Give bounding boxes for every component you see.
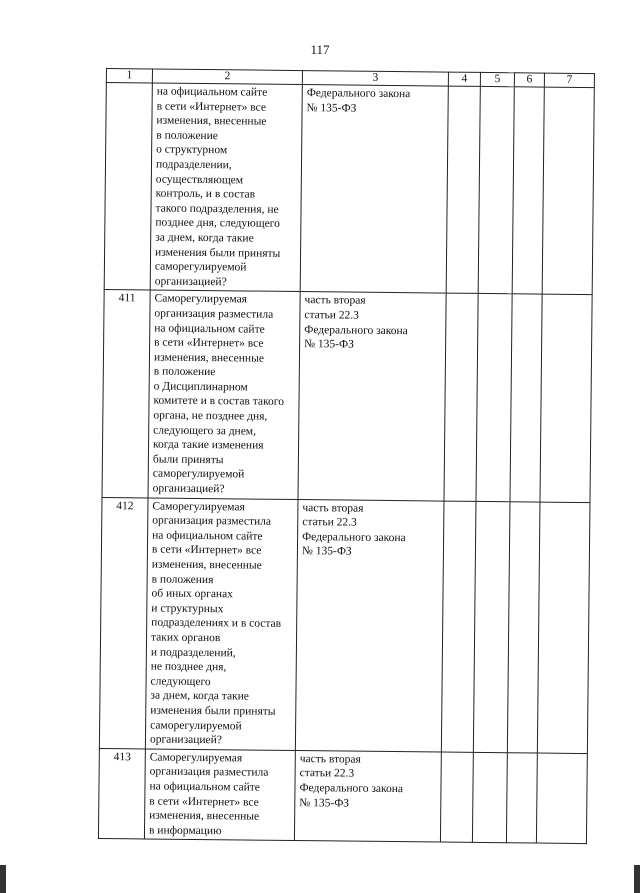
scan-edge-mark — [0, 865, 6, 893]
answer-cell-7[interactable] — [537, 502, 590, 754]
answer-cell-7[interactable] — [542, 87, 594, 295]
answer-cell-5[interactable] — [478, 86, 514, 294]
question-line: Саморегулируемая — [149, 751, 243, 765]
question-line: в сети «Интернет» все — [149, 794, 259, 809]
answer-cell-5[interactable] — [472, 752, 507, 843]
table-row — [102, 290, 592, 502]
question-line: органа, не позднее дня, — [153, 409, 268, 423]
reference-line: Федерального закона — [299, 781, 404, 796]
question-line: и подразделений, — [150, 646, 236, 659]
reference-line: № 135-ФЗ — [304, 338, 354, 351]
column-header-6: 6 — [514, 73, 544, 87]
question-line: изменения, внесенные — [153, 351, 265, 365]
reference-line: статьи 22.3 — [302, 516, 357, 529]
question-line: следующего — [150, 675, 211, 688]
question-line: организация разместила — [152, 514, 272, 528]
answer-cell-6[interactable] — [507, 501, 540, 752]
table-row — [99, 497, 590, 753]
question-cell — [144, 749, 295, 841]
question-line: осуществляющем — [155, 173, 244, 187]
reference-line: № 135-ФЗ — [301, 545, 352, 559]
question-line: такого подразделения, не — [155, 202, 279, 216]
page-number: 117 — [310, 42, 330, 57]
question-line: на официальном сайте — [152, 529, 263, 543]
question-line: и структурных — [151, 602, 224, 616]
question-line: в сети «Интернет» все — [156, 100, 267, 114]
question-line: изменения были приняты — [150, 704, 276, 718]
column-header-2: 2 — [152, 69, 302, 85]
question-line: комитете и в состав такого — [153, 394, 285, 409]
legal-reference-cell — [298, 292, 446, 501]
scan-edge-mark — [634, 865, 640, 893]
table-row — [104, 83, 594, 295]
question-line: в информацию — [148, 824, 222, 837]
row-number-cell: 413 — [98, 748, 145, 839]
column-header-7: 7 — [544, 73, 594, 88]
question-line: за днем, когда такие — [150, 689, 250, 703]
question-cell — [145, 498, 298, 751]
question-line: саморегулируемой — [150, 719, 242, 732]
question-cell — [150, 83, 302, 292]
question-line: за днем, когда такие — [155, 231, 254, 245]
question-line: на официальном сайте — [156, 85, 268, 99]
question-line: Саморегулируемая — [154, 292, 248, 306]
legal-reference-cell — [295, 499, 444, 752]
question-line: в положение — [156, 129, 218, 142]
question-line: организацией? — [154, 275, 227, 288]
question-line: контроль, и в состав — [155, 187, 256, 201]
answer-cell-4[interactable] — [444, 293, 478, 501]
answer-cell-5[interactable] — [473, 501, 510, 752]
reference-line: Федерального закона — [304, 323, 408, 337]
reference-line: часть вторая — [299, 752, 361, 766]
question-line: позднее дня, следующего — [155, 216, 280, 231]
question-line: организация разместила — [149, 765, 269, 780]
question-line: изменения, внесенные — [156, 114, 267, 128]
question-line: о структурном — [156, 143, 228, 157]
question-line: когда такие изменения — [152, 438, 264, 452]
answer-cell-4[interactable] — [440, 752, 473, 843]
question-line: организацией? — [149, 733, 222, 747]
answer-cell-6[interactable] — [512, 87, 544, 295]
question-line: изменения были приняты — [155, 246, 281, 260]
answer-cell-7[interactable] — [536, 753, 587, 844]
question-line: организацией? — [152, 482, 225, 496]
reference-line: Федерального закона — [306, 87, 411, 101]
question-line: в положения — [151, 573, 214, 586]
reference-line: статьи 22.3 — [304, 308, 359, 322]
table-row — [98, 748, 587, 844]
question-cell — [148, 290, 300, 499]
reference-line: часть вторая — [304, 294, 366, 308]
checklist-table — [98, 68, 595, 844]
column-header-3: 3 — [302, 71, 448, 87]
question-line: на официальном сайте — [149, 780, 261, 794]
question-line: на официальном сайте — [154, 322, 265, 336]
question-line: были приняты — [152, 453, 224, 467]
column-header-5: 5 — [480, 72, 514, 86]
question-line: Саморегулируемая — [152, 500, 245, 514]
question-line: в сети «Интернет» все — [151, 543, 262, 558]
question-line: таких органов — [150, 631, 221, 645]
question-line: следующего за днем, — [153, 424, 257, 438]
reference-line: статьи 22.3 — [299, 767, 355, 780]
answer-cell-4[interactable] — [446, 86, 480, 294]
column-header-4: 4 — [448, 72, 480, 86]
column-header-1: 1 — [106, 69, 152, 83]
legal-reference-cell — [294, 750, 441, 842]
row-number-cell: 411 — [102, 290, 150, 498]
answer-cell-7[interactable] — [540, 294, 592, 502]
answer-cell-6[interactable] — [510, 294, 542, 502]
question-line: об иных органах — [151, 587, 234, 601]
question-line: организация разместила — [154, 307, 274, 321]
question-line: подразделении, — [155, 158, 232, 172]
question-line: в сети «Интернет» все — [154, 336, 264, 350]
reference-line: № 135-ФЗ — [299, 796, 350, 810]
question-line: не позднее дня, — [150, 660, 227, 674]
question-line: о Дисциплинарном — [153, 380, 248, 394]
answer-cell-6[interactable] — [506, 752, 537, 843]
reference-line: № 135-ФЗ — [306, 101, 357, 115]
question-line: саморегулируемой — [152, 467, 245, 481]
answer-cell-5[interactable] — [476, 294, 512, 502]
answer-cell-4[interactable] — [441, 501, 476, 752]
legal-reference-cell — [300, 85, 448, 294]
question-line: подразделениях и в состав — [151, 616, 282, 631]
question-line: саморегулируемой — [154, 260, 247, 274]
row-number-cell — [104, 83, 152, 291]
question-line: изменения, внесенные — [149, 809, 260, 823]
row-number-cell: 412 — [99, 497, 148, 749]
reference-line: часть вторая — [302, 501, 364, 515]
reference-line: Федерального закона — [302, 530, 406, 544]
question-line: в положение — [153, 365, 216, 379]
question-line: изменения, внесенные — [151, 558, 262, 572]
